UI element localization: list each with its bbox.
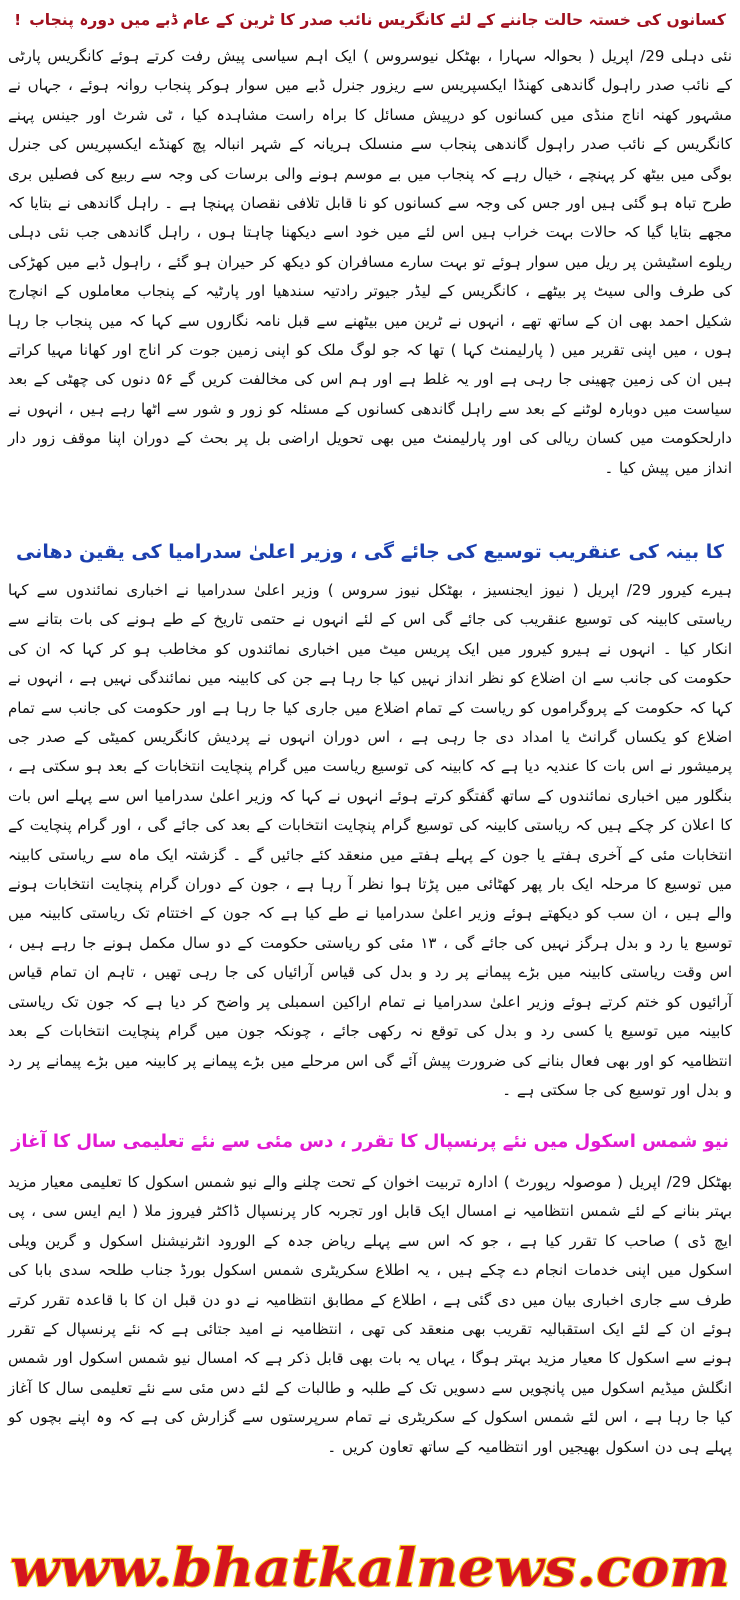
site-watermark [0,1538,740,1600]
article-body: نئی دہلی 29/ اپریل ( بحوالہ سہارا ، بھٹکل نیوسروس ) ایک اہم سیاسی پیش رفت کرتے ہوئے کانگریس پارٹی کے نائب صدر راہول گاندھی کھنڈا ایکسپریس سے ریزور جنرل ڈبے میں سوار ہوکر پنجاب روانہ ہوئے ، جہاں نے مشہور کھنہ اناج منڈی میں کسانوں کو درپیش مسائل کا براہ راست مشاہدہ کیا ، ٹی شرٹ اور جینس پہنے کانگریس کے نائب صدر راہول گاندھی پنجاب سے منسلک ہریانہ کے شہر انبالہ پچ کھنڈے ایکسپریس کی جنرل بوگی میں بیٹھ کر پہنچے ، خیال رہے کہ پنجاب میں بے موسم ہونے والی برسات کی وجہ سے ربیع کی فصلیں بری طرح تباہ ہو گئی ہیں اور جس کی وجہ سے کسانوں کو نا قابل تلافی نقصان پہنچا ہے ۔ راہل گاندھی نے بتایا کہ مجھے بتایا گیا کہ حالات بہت خراب ہیں اس لئے میں خود اسے دیکھنا چاہتا ہوں ، راہل گاندھی جب نئی دہلی ریلوے اسٹیشن پر ریل میں سوار ہوئے تو بہت سارے مسافران کو دیکھ کر حیران ہو گئے ، راہول ڈبے میں کھڑکی کی طرف والی سیٹ پر بیٹھے ، کانگریس کے لیڈر جیوتر رادتیہ سندھیا اور پارٹیہ کے پنجاب معاملوں کے انچارج شکیل احمد بھی ان کے ساتھ تھے ، انہوں نے ٹرین میں بیٹھنے سے قبل نامہ نگاروں سے کہا کہ میں پنجاب جا رہا ہوں ، میں اپنی تقریر میں ( پارلیمنٹ کہا ) تھا کہ جو لوگ ملک کو اپنی زمین جوت کر اناج اور کھانا مہیا کراتے ہیں ان کی زمین چھینی جا رہی ہے اور یہ غلط ہے اور ہم اس کی مخالفت کریں گے ۵۶ دنوں کی چھٹی کے بعد سیاست میں دوبارہ لوٹنے کے بعد سے راہل گاندھی کسانوں کے مسئلہ کو زور و شور سے اٹھا رہے ہیں ، انہوں نے دارلحکومت میں کسان ریالی کی اور پارلیمنٹ میں بھی تحویل اراضی بل پر بحث کے دوران اپنا موقف زور دار انداز میں پیش کیا ۔ [8,47,732,477]
article-kisan-rahul-punjab [8,2,732,483]
bhatkalnews-logo [0,1538,740,1600]
headline-exclamation: ! [14,11,22,29]
article-cabinet-expansion [8,532,732,1105]
article-headline: کسانوں کی خستہ حالت جاننے کے لئے کانگریس نائب صدر کا ٹرین کے عام ڈبے میں دورہ پنجاب! [14,11,726,29]
article-new-shams-school [8,1122,732,1462]
article-body: بھٹکل 29/ اپریل ( موصولہ رپورٹ ) ادارہ تربیت اخوان کے تحت چلنے والے نیو شمس اسکول کا تعلیمی معیار مزید بہتر بنانے کے لئے شمس انتظامیہ نے امسال ایک قابل اور تجربہ کار پرنسپال ڈاکٹر فیروز ملا ( ایم ایس سی ، پی ایچ ڈی ) صاحب کا تقرر کیا ہے ، جو کہ اس سے پہلے ریاض جدہ کے الورود انٹرنیشنل اسکول و گرین ویلی اسکول میں اپنی خدمات انجام دے چکے ہیں ، یہ اطلاع سکریٹری شمس اسکول بورڈ جناب طلحہ سدی بابا کی طرف سے جاری اخباری بیان میں دی گئی ہے ، اطلاع کے مطابق انتظامیہ نے دو دن قبل ان کا با قاعدہ تقرر کرتے ہوئے ان کے لئے ایک استقبالیہ تقریب بھی منعقد کی تھی ، انتظامیہ نے امید جتائی ہے کہ نئے پرنسپال کے تقرر ہونے سے اسکول کا معیار مزید بہتر ہوگا ، یہاں یہ بات بھی قابل ذکر ہے کہ امسال نیو شمس اسکول اور شمس انگلش میڈیم اسکول میں پانچویں سے دسویں تک کے طلبہ و طالبات کے لئے دس مئی سے نئے تعلیمی سال کا آغاز کیا جا رہا ہے ، اس لئے شمس اسکول کے سکریٹری نے تمام سرپرستوں سے گزارش کی ہے کہ وہ اپنے بچوں کو پہلے ہی دن اسکول بھیجیں اور انتظامیہ کے ساتھ تعاون کریں ۔ [8,1173,732,1456]
site-url: www.bhatkalnews.com [10,1538,730,1599]
article-headline: نیو شمس اسکول میں نئے پرنسپال کا تقرر ، دس مئی سے نئے تعلیمی سال کا آغاز [10,1131,729,1152]
article-headline: کا بینہ کی عنقریب توسیع کی جائے گی ، وزیر اعلیٰ سدرامیا کی یقین دھانی [16,541,724,563]
article-body: ہیرے کیرور 29/ اپریل ( نیوز ایجنسیز ، بھٹکل نیوز سروس ) وزیر اعلیٰ سدرامیا نے اخباری نمائندوں سے کہا ریاستی کابینہ کی توسیع عنقریب کی جائے گی اس کے لئے انہوں نے حتمی تاریخ کے طے ہونے کی بات بتانے سے انکار کیا ۔ انہوں نے ہیرو کیرور میں ایک پریس میٹ میں اخباری نمائندوں کو مخاطب ہو کر کہا کہ ان کی حکومت کی جانب سے ان اضلاع کو نظر انداز نہیں کیا جا رہا ہے جن کی کابینہ میں نمائندگی نہیں ہے ، انہوں نے کہا کہ حکومت کے پروگراموں کو ریاست کے تمام اضلاع میں جاری کیا جا رہا ہے اور حکومت کی جانب سے تمام اضلاع کو یکساں گرانٹ یا امداد دی جا رہی ہے ، اس دوران انہوں نے پردیش کانگریس کمیٹی کے صدر جی پرمیشور نے اس بات کا عندیہ دیا ہے کہ کابینہ کی توسیع ریاست میں گرام پنچایت انتخابات کے بعد ہو سکتی ہے ، بنگلور میں اخباری نمائندوں کے ساتھ گفتگو کرتے ہوئے انہوں نے کہا کہ وزیر اعلیٰ سدرامیا اس سے پہلے اس بات کا اعلان کر چکے ہیں کہ ریاستی کابینہ کی توسیع گرام پنچایت انتخابات کے بعد کی جائے گی ، اور گرام پنچایت کے انتخابات مئی کے آخری ہفتے یا جون کے پہلے ہفتے میں منعقد کئے جائیں گے ۔ گزشتہ ایک ماہ سے ریاستی کابینہ میں توسیع کا مرحلہ ایک بار پھر کھٹائی میں پڑتا ہوا نظر آ رہا ہے ، جون کے دوران گرام پنچایت انتخابات ہونے والے ہیں ، ان سب کو دیکھتے ہوئے وزیر اعلیٰ سدرامیا نے طے کیا ہے کہ جون کے اختتام تک ریاستی کابینہ میں توسیع یا رد و بدل ہرگز نہیں کی جائے گی ، ۱۳ مئی کو ریاستی حکومت کے دو سال مکمل ہونے جا رہے ہیں ، اس وقت ریاستی کابینہ میں بڑے پیمانے پر رد و بدل کی قیاس آرائیاں کی جا رہی تھیں ، تاہم ان تمام قیاس آرائیوں کو ختم کرتے ہوئے وزیر اعلیٰ سدرامیا نے تمام اراکین اسمبلی پر واضح کر دیا ہے کہ جون تک ریاستی کابینہ میں توسیع یا کسی رد و بدل کی توقع نہ رکھی جائے ، چونکہ جون میں گرام پنچایت انتخابات کے بعد انتظامیہ کو اور بھی فعال بنانے کی ضرورت پیش آئے گی اس مرحلے میں بڑے پیمانے پر کابینہ میں بڑے پیمانے پر رد و بدل اور توسیع کی جا سکتی ہے ۔ [8,581,732,1099]
